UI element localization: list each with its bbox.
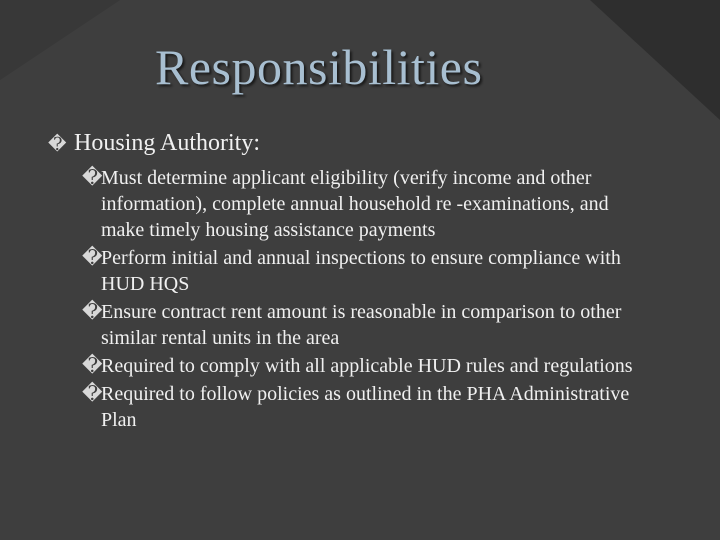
bullet-icon: � [82,301,103,323]
sub-bullet-text: Required to comply with all applicable HUD rules and regulations [101,355,633,377]
sub-bullet-text: Required to follow policies as outlined in the PHA Administrative Plan [101,383,630,431]
sub-bullet-list [82,165,642,435]
level1-text: Housing Authority: [74,130,261,156]
sub-bullet-text: Must determine applicant eligibility (verify income and other information), complete annual household re -examinations, and make timely housing assistance payments [101,167,609,241]
bullet-icon: � [82,355,103,377]
sub-bullet-text: Ensure contract rent amount is reasonable in comparison to other similar rental units in the area [101,301,622,349]
bullet-icon: � [82,167,103,189]
sub-bullet-text: Perform initial and annual inspections to ensure compliance with HUD HQS [101,247,621,295]
sub-bullet-item [82,353,642,379]
bullet-icon: � [82,247,103,269]
sub-bullet-item [82,165,642,243]
bullet-icon: � [48,134,67,154]
slide-title: Responsibilities [155,39,483,95]
sub-bullet-item [82,381,642,433]
level1-bullet-item [48,130,260,157]
bullet-icon: � [82,383,103,405]
sub-bullet-item [82,245,642,297]
sub-bullet-item [82,299,642,351]
